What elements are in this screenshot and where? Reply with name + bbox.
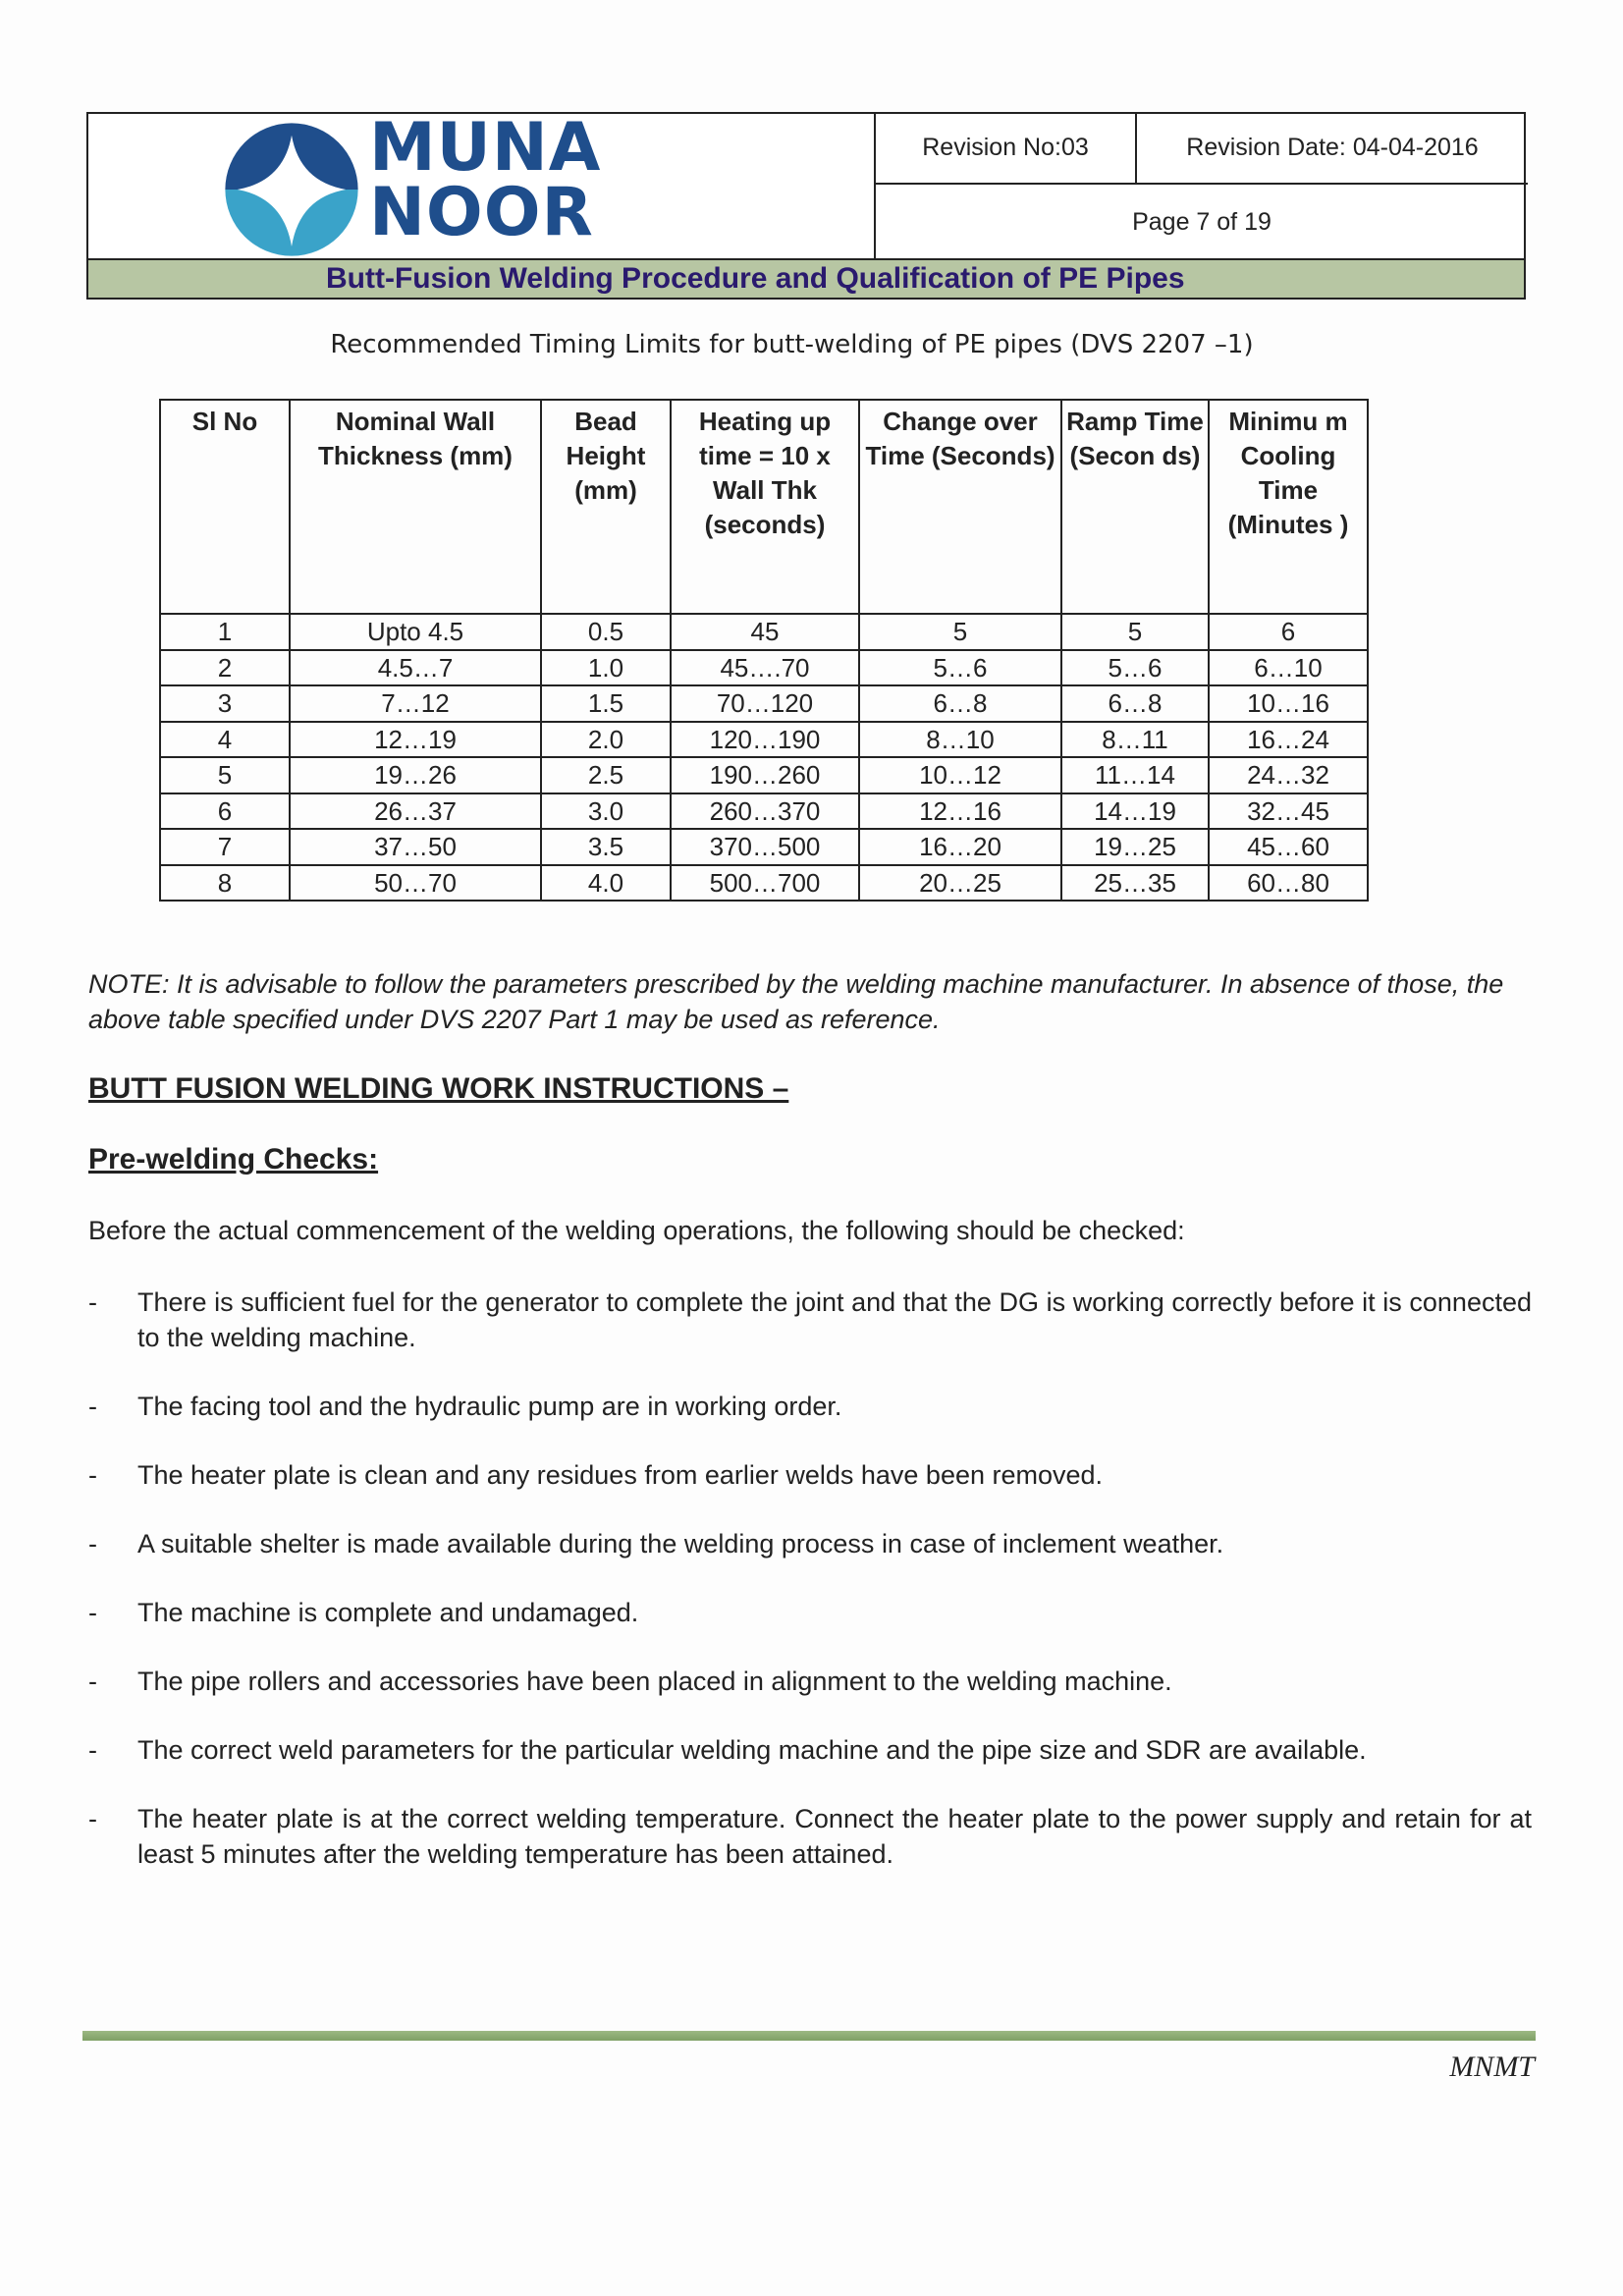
- pre-welding-checks-list: [88, 1285, 1532, 1905]
- cell-heating-time: 120…190: [671, 722, 859, 758]
- cell-wall-thickness: 7…12: [290, 685, 541, 722]
- check-item-text: The pipe rollers and accessories have been placed in alignment to the welding machine.: [137, 1667, 1172, 1696]
- section-heading: BUTT FUSION WELDING WORK INSTRUCTIONS –: [88, 1072, 789, 1105]
- cell-cooling-time: 45…60: [1209, 829, 1368, 865]
- check-item: [88, 1285, 1532, 1355]
- table-header-row: [160, 400, 1368, 614]
- cell-cooling-time: 10…16: [1209, 685, 1368, 722]
- cell-heating-time: 45….70: [671, 650, 859, 686]
- cell-wall-thickness: Upto 4.5: [290, 614, 541, 650]
- check-item: [88, 1526, 1532, 1561]
- cell-ramp-time: 25…35: [1061, 865, 1209, 902]
- cell-cooling-time: 60…80: [1209, 865, 1368, 902]
- intro-text: Before the actual commencement of the welding operations, the following should be checked:: [88, 1216, 1185, 1245]
- cell-cooling-time: 6…10: [1209, 650, 1368, 686]
- company-name-line2: NOOR: [369, 174, 594, 251]
- cell-ramp-time: 5…6: [1061, 650, 1209, 686]
- check-item: [88, 1732, 1532, 1768]
- cell-ramp-time: 6…8: [1061, 685, 1209, 722]
- cell-heating-time: 500…700: [671, 865, 859, 902]
- table-row: [160, 614, 1368, 650]
- cell-ramp-time: 11…14: [1061, 757, 1209, 793]
- cell-heating-time: 370…500: [671, 829, 859, 865]
- table-row: [160, 650, 1368, 686]
- cell-ramp-time: 8…11: [1061, 722, 1209, 758]
- star-logo-icon: [224, 122, 359, 257]
- cell-sl-no: 2: [160, 650, 290, 686]
- cell-sl-no: 1: [160, 614, 290, 650]
- header-ramp-time: Ramp Time (Secon ds): [1061, 400, 1209, 614]
- company-logo: [88, 109, 874, 259]
- cell-changeover-time: 16…20: [859, 829, 1061, 865]
- cell-wall-thickness: 12…19: [290, 722, 541, 758]
- timing-limits-table: [159, 399, 1369, 902]
- cell-wall-thickness: 4.5…7: [290, 650, 541, 686]
- table-row: [160, 757, 1368, 793]
- check-item: [88, 1457, 1532, 1493]
- check-item: [88, 1664, 1532, 1699]
- cell-changeover-time: 5: [859, 614, 1061, 650]
- cell-bead-height: 0.5: [541, 614, 671, 650]
- cell-changeover-time: 8…10: [859, 722, 1061, 758]
- cell-bead-height: 2.5: [541, 757, 671, 793]
- cell-bead-height: 2.0: [541, 722, 671, 758]
- cell-bead-height: 4.0: [541, 865, 671, 902]
- cell-bead-height: 1.0: [541, 650, 671, 686]
- header-changeover-time: Change over Time (Seconds): [859, 400, 1061, 614]
- cell-bead-height: 3.0: [541, 793, 671, 830]
- revision-date: Revision Date: 04-04-2016: [1186, 133, 1479, 161]
- bullet-dash: -: [88, 1529, 97, 1558]
- cell-ramp-time: 14…19: [1061, 793, 1209, 830]
- check-item-text: The heater plate is at the correct welding temperature. Connect the heater plate to the power supply and retain for at least 5 minutes after the welding temperature has been attained.: [137, 1804, 1532, 1869]
- cell-bead-height: 1.5: [541, 685, 671, 722]
- check-item: [88, 1389, 1532, 1424]
- header-sl-no: Sl No: [160, 400, 290, 614]
- cell-heating-time: 45: [671, 614, 859, 650]
- cell-wall-thickness: 37…50: [290, 829, 541, 865]
- footer-code: MNMT: [1449, 2050, 1535, 2083]
- bullet-dash: -: [88, 1804, 97, 1833]
- header-bead-height: Bead Height (mm): [541, 400, 671, 614]
- page-number: Page 7 of 19: [1132, 207, 1271, 236]
- check-item-text: A suitable shelter is made available during the welding process in case of inclement weather.: [137, 1529, 1224, 1558]
- cell-changeover-time: 10…12: [859, 757, 1061, 793]
- cell-bead-height: 3.5: [541, 829, 671, 865]
- note-text: NOTE: It is advisable to follow the parameters prescribed by the welding machine manufacturer. In absence of those, the above table specified under DVS 2207 Part 1 may be used as reference.: [88, 969, 1504, 1034]
- bullet-dash: -: [88, 1460, 97, 1490]
- cell-changeover-time: 6…8: [859, 685, 1061, 722]
- table-row: [160, 685, 1368, 722]
- check-item-text: There is sufficient fuel for the generator to complete the joint and that the DG is working correctly before it is connected to the welding machine.: [137, 1287, 1532, 1352]
- table-row: [160, 722, 1368, 758]
- table-caption-text: Recommended Timing Limits for butt-welding of PE pipes (DVS 2207 –1): [330, 330, 1254, 359]
- company-name-line1: MUNA: [369, 109, 602, 187]
- cell-wall-thickness: 26…37: [290, 793, 541, 830]
- bullet-dash: -: [88, 1735, 97, 1765]
- header-cooling-time: Minimu m Cooling Time (Minutes ): [1209, 400, 1368, 614]
- company-name: [369, 109, 602, 251]
- revision-box: [874, 112, 1528, 259]
- cell-sl-no: 6: [160, 793, 290, 830]
- table-row: [160, 829, 1368, 865]
- cell-sl-no: 7: [160, 829, 290, 865]
- cell-ramp-time: 5: [1061, 614, 1209, 650]
- footer-divider: [82, 2031, 1536, 2041]
- cell-cooling-time: 16…24: [1209, 722, 1368, 758]
- check-item: [88, 1595, 1532, 1630]
- cell-changeover-time: 20…25: [859, 865, 1061, 902]
- cell-heating-time: 190…260: [671, 757, 859, 793]
- cell-cooling-time: 32…45: [1209, 793, 1368, 830]
- document-title-band: [88, 258, 1524, 298]
- bullet-dash: -: [88, 1392, 97, 1421]
- table-caption: [0, 330, 1623, 359]
- cell-wall-thickness: 50…70: [290, 865, 541, 902]
- check-item-text: The machine is complete and undamaged.: [137, 1598, 639, 1627]
- bullet-dash: -: [88, 1598, 97, 1627]
- cell-sl-no: 4: [160, 722, 290, 758]
- document-header: [86, 109, 1526, 300]
- cell-changeover-time: 5…6: [859, 650, 1061, 686]
- cell-sl-no: 8: [160, 865, 290, 902]
- cell-cooling-time: 24…32: [1209, 757, 1368, 793]
- cell-sl-no: 5: [160, 757, 290, 793]
- cell-cooling-time: 6: [1209, 614, 1368, 650]
- cell-ramp-time: 19…25: [1061, 829, 1209, 865]
- revision-number: Revision No:03: [876, 112, 1137, 183]
- cell-heating-time: 260…370: [671, 793, 859, 830]
- table-row: [160, 865, 1368, 902]
- header-heating-time: Heating up time = 10 x Wall Thk (seconds): [671, 400, 859, 614]
- cell-wall-thickness: 19…26: [290, 757, 541, 793]
- cell-changeover-time: 12…16: [859, 793, 1061, 830]
- check-item-text: The facing tool and the hydraulic pump are in working order.: [137, 1392, 842, 1421]
- bullet-dash: -: [88, 1287, 97, 1317]
- bullet-dash: -: [88, 1667, 97, 1696]
- check-item-text: The correct weld parameters for the particular welding machine and the pipe size and SDR are available.: [137, 1735, 1367, 1765]
- check-item-text: The heater plate is clean and any residues from earlier welds have been removed.: [137, 1460, 1104, 1490]
- subsection-heading: Pre-welding Checks:: [88, 1143, 379, 1175]
- cell-sl-no: 3: [160, 685, 290, 722]
- check-item: [88, 1801, 1532, 1872]
- table-row: [160, 793, 1368, 830]
- header-wall-thickness: Nominal Wall Thickness (mm): [290, 400, 541, 614]
- cell-heating-time: 70…120: [671, 685, 859, 722]
- document-title: Butt-Fusion Welding Procedure and Qualification of PE Pipes: [326, 262, 1185, 295]
